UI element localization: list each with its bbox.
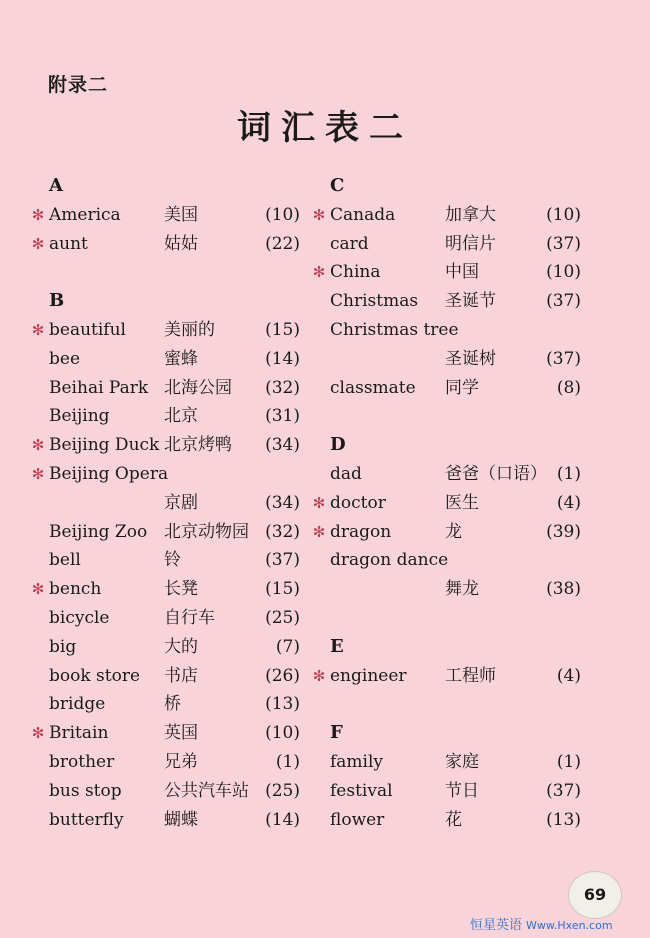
unit-number: (31) (265, 406, 300, 427)
vocab-row (311, 546, 601, 575)
letter-heading: C (330, 175, 345, 196)
chinese-meaning: 圣诞树 (445, 348, 496, 369)
english-word: dragon dance (330, 550, 449, 571)
watermark-url: Www.Hxen.com (526, 919, 613, 932)
chinese-meaning: 英国 (164, 723, 198, 744)
unit-number: (7) (275, 636, 300, 657)
chinese-meaning: 家庭 (445, 751, 479, 772)
star-marker-icon: ✻ (312, 522, 326, 541)
english-word: dad (330, 463, 362, 484)
unit-number: (13) (546, 809, 581, 830)
chinese-meaning: 节日 (445, 780, 479, 801)
chinese-meaning: 铃 (164, 550, 181, 571)
vocab-row (311, 287, 601, 316)
chinese-meaning: 北京动物园 (164, 521, 249, 542)
english-word: China (330, 262, 381, 283)
english-word: America (49, 204, 121, 225)
vocab-row (311, 460, 601, 489)
vocab-row (30, 345, 320, 374)
unit-number: (37) (546, 348, 581, 369)
chinese-meaning: 蝴蝶 (164, 809, 198, 830)
letter-heading: E (330, 635, 344, 657)
chinese-meaning: 蜜蜂 (164, 348, 198, 369)
unit-number: (37) (546, 291, 581, 312)
english-word: Beijing Opera (49, 463, 169, 484)
unit-number: (10) (546, 262, 581, 283)
chinese-meaning: 爸爸（口语） (445, 463, 547, 484)
vocab-row (30, 748, 320, 777)
unit-number: (1) (275, 751, 300, 772)
vocab-row (311, 777, 601, 806)
unit-number: (10) (546, 204, 581, 225)
star-marker-icon: ✻ (312, 263, 326, 282)
letter-heading: D (330, 434, 346, 456)
vocab-row (30, 777, 320, 806)
english-word: beautiful (49, 319, 126, 340)
unit-number: (32) (265, 521, 300, 542)
unit-number: (4) (556, 492, 581, 513)
chinese-meaning: 美丽的 (164, 319, 215, 340)
chinese-meaning: 圣诞节 (445, 291, 496, 312)
star-marker-icon: ✻ (312, 493, 326, 512)
letter-heading: A (49, 175, 63, 196)
english-word: festival (330, 780, 393, 801)
chinese-meaning: 北海公园 (164, 377, 232, 398)
chinese-meaning: 京剧 (164, 492, 198, 513)
vocab-row (311, 316, 601, 345)
unit-number: (25) (265, 607, 300, 628)
unit-number: (1) (556, 463, 581, 484)
unit-number: (26) (265, 665, 300, 686)
english-word: Beihai Park (49, 377, 149, 398)
vocab-row (30, 690, 320, 719)
english-word: bridge (49, 694, 106, 715)
unit-number: (8) (556, 377, 581, 398)
chinese-meaning: 同学 (445, 377, 479, 398)
english-word: Beijing Zoo (49, 521, 148, 542)
unit-number: (10) (265, 723, 300, 744)
vocab-row (311, 230, 601, 259)
english-word: butterfly (49, 809, 124, 830)
chinese-meaning: 加拿大 (445, 204, 496, 225)
english-word: bench (49, 579, 102, 600)
section-gap (30, 258, 320, 287)
unit-number: (13) (265, 694, 300, 715)
english-word: bus stop (49, 780, 122, 801)
watermark-brand: 恒星英语 (470, 918, 523, 933)
section-gap (311, 402, 601, 431)
chinese-meaning: 自行车 (164, 607, 215, 628)
english-word: brother (49, 751, 115, 772)
vocab-row (311, 345, 601, 374)
letter-heading: F (330, 722, 343, 744)
unit-number: (15) (265, 319, 300, 340)
english-word: classmate (330, 377, 416, 398)
english-word: dragon (330, 521, 392, 542)
unit-number: (14) (265, 809, 300, 830)
vocab-row (30, 719, 320, 748)
vocab-row (311, 748, 601, 777)
vocab-column-right (311, 172, 601, 834)
section-gap (311, 604, 601, 633)
vocab-row (30, 374, 320, 403)
chinese-meaning: 公共汽车站 (164, 780, 249, 801)
vocab-row (311, 662, 601, 691)
watermark (470, 914, 613, 933)
english-word: Christmas (330, 291, 419, 312)
star-marker-icon: ✻ (31, 320, 45, 339)
english-word: bicycle (49, 607, 110, 628)
vocab-row (30, 546, 320, 575)
english-word: Canada (330, 204, 396, 225)
chinese-meaning: 舞龙 (445, 579, 479, 600)
vocab-row (30, 230, 320, 259)
chinese-meaning: 工程师 (445, 665, 496, 686)
vocab-row (311, 201, 601, 230)
vocab-row (30, 806, 320, 835)
english-word: big (49, 636, 77, 657)
unit-number: (10) (265, 204, 300, 225)
vocab-column-left (30, 172, 320, 834)
unit-number: (34) (265, 492, 300, 513)
unit-number: (37) (265, 550, 300, 571)
appendix-label: 附录二 (48, 74, 109, 96)
vocab-row (30, 518, 320, 547)
english-word: Christmas tree (330, 319, 459, 340)
unit-number: (14) (265, 348, 300, 369)
unit-number: (22) (265, 233, 300, 254)
vocab-row (30, 316, 320, 345)
english-word: doctor (330, 492, 386, 513)
star-marker-icon: ✻ (312, 666, 326, 685)
unit-number: (39) (546, 521, 581, 542)
chinese-meaning: 北京 (164, 406, 198, 427)
section-gap (311, 690, 601, 719)
letter-heading: B (49, 290, 65, 312)
unit-number: (37) (546, 233, 581, 254)
english-word: aunt (49, 233, 88, 254)
chinese-meaning: 中国 (445, 262, 479, 283)
star-marker-icon: ✻ (31, 436, 45, 455)
chinese-meaning: 兄弟 (164, 751, 198, 772)
page-title: 词汇表二 (237, 108, 413, 148)
unit-number: (38) (546, 579, 581, 600)
vocab-row (30, 633, 320, 662)
vocab-row (311, 575, 601, 604)
vocab-row (30, 201, 320, 230)
star-marker-icon: ✻ (312, 205, 326, 224)
star-marker-icon: ✻ (31, 724, 45, 743)
chinese-meaning: 长凳 (164, 579, 198, 600)
page-number-badge: 69 (568, 871, 622, 919)
unit-number: (37) (546, 780, 581, 801)
unit-number: (32) (265, 377, 300, 398)
chinese-meaning: 大的 (164, 636, 198, 657)
star-marker-icon: ✻ (31, 234, 45, 253)
english-word: Beijing (49, 406, 110, 427)
english-word: flower (330, 809, 385, 830)
english-word: Beijing Duck (49, 435, 160, 456)
vocab-row (311, 489, 601, 518)
english-word: engineer (330, 665, 407, 686)
vocab-row (311, 258, 601, 287)
star-marker-icon: ✻ (31, 205, 45, 224)
unit-number: (34) (265, 435, 300, 456)
vocab-row (311, 806, 601, 835)
english-word: Britain (49, 723, 109, 744)
chinese-meaning: 明信片 (445, 233, 496, 254)
star-marker-icon: ✻ (31, 580, 45, 599)
chinese-meaning: 姑姑 (164, 233, 198, 254)
chinese-meaning: 桥 (164, 694, 181, 715)
vocab-row (311, 518, 601, 547)
vocab-row (30, 460, 320, 489)
chinese-meaning: 龙 (445, 521, 462, 542)
vocab-row (30, 575, 320, 604)
english-word: book store (49, 665, 141, 686)
english-word: bee (49, 348, 81, 369)
vocab-row (30, 431, 320, 460)
english-word: family (330, 751, 384, 772)
star-marker-icon: ✻ (31, 464, 45, 483)
vocab-row (30, 662, 320, 691)
chinese-meaning: 美国 (164, 204, 198, 225)
vocab-row (30, 402, 320, 431)
vocab-row (30, 604, 320, 633)
unit-number: (1) (556, 751, 581, 772)
english-word: bell (49, 550, 81, 571)
unit-number: (4) (556, 665, 581, 686)
unit-number: (25) (265, 780, 300, 801)
unit-number: (15) (265, 579, 300, 600)
chinese-meaning: 医生 (445, 492, 479, 513)
vocab-row (311, 374, 601, 403)
chinese-meaning: 书店 (164, 665, 198, 686)
english-word: card (330, 233, 369, 254)
chinese-meaning: 北京烤鸭 (164, 435, 232, 456)
chinese-meaning: 花 (445, 809, 462, 830)
vocab-row (30, 489, 320, 518)
